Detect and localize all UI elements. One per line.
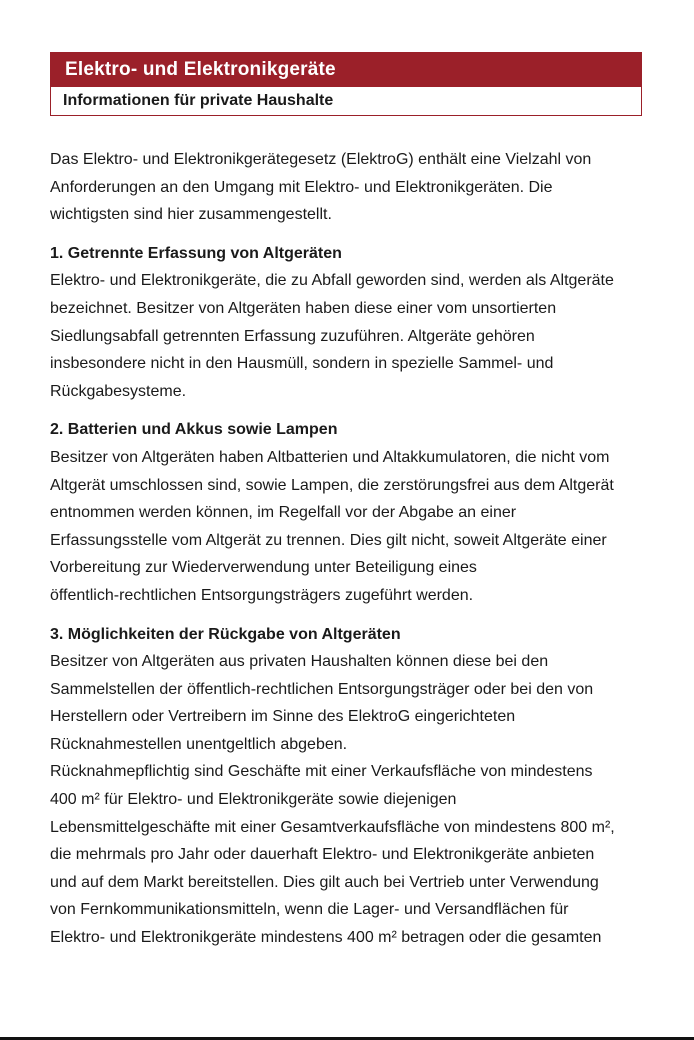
section-heading: 3. Möglichkeiten der Rückgabe von Altgeräten — [50, 625, 401, 643]
text-line: Das Elektro- und Elektronikgerätegesetz (ElektroG) enthält eine Vielzahl von — [50, 151, 592, 168]
section-heading: 2. Batterien und Akkus sowie Lampen — [50, 421, 338, 439]
document-header — [50, 52, 642, 116]
text-line: Erfassungsstelle vom Altgerät zu trennen. Dies gilt nicht, soweit Altgeräte einer — [50, 531, 607, 549]
section-paragraph — [50, 758, 650, 951]
text-line: Elektro- und Elektronikgeräte, die zu Abfall geworden sind, werden als Altgeräte — [50, 272, 614, 290]
section-rueckgabe — [50, 621, 650, 952]
text-line: Siedlungsabfall getrennten Erfassung zuzuführen. Altgeräte gehören — [50, 327, 535, 345]
header-title-bar — [51, 53, 641, 87]
section-getrennte-erfassung — [50, 240, 650, 406]
text-line: und auf dem Markt bereitstellen. Dies gilt auch bei Vertrieb unter Verwendung — [50, 873, 599, 891]
text-line: Altgerät umschlossen sind, sowie Lampen, die zerstörungsfrei aus dem Altgerät — [50, 476, 614, 494]
section-batterien-lampen — [50, 416, 650, 609]
text-line: die mehrmals pro Jahr oder dauerhaft Elektro- und Elektronikgeräte anbieten — [50, 846, 595, 864]
text-line: öffentlich-rechtlichen Entsorgungsträgers zugeführt werden. — [50, 586, 474, 604]
text-line: entnommen werden können, im Regelfall vor der Abgabe an einer — [50, 504, 517, 522]
text-line: Lebensmittelgeschäfte mit einer Gesamtverkaufsfläche von mindestens 800 m², — [50, 818, 615, 836]
text-line: Elektro- und Elektronikgeräte mindestens 400 m² betragen oder die gesamten — [50, 929, 602, 947]
text-line: bezeichnet. Besitzer von Altgeräten haben diese einer vom unsortierten — [50, 299, 557, 317]
text-line: insbesondere nicht in den Hausmüll, sondern in spezielle Sammel- und — [50, 355, 554, 373]
text-line: Besitzer von Altgeräten aus privaten Haushalten können diese bei den — [50, 653, 549, 671]
section-heading: 1. Getrennte Erfassung von Altgeräten — [50, 244, 342, 262]
text-line: 400 m² für Elektro- und Elektronikgeräte sowie diejenigen — [50, 791, 457, 809]
text-line: Rücknahmepflichtig sind Geschäfte mit einer Verkaufsfläche von mindestens — [50, 763, 593, 781]
document-subtitle: Informationen für private Haushalte — [63, 92, 334, 109]
document-title: Elektro- und Elektronikgeräte — [65, 59, 336, 80]
document-body — [50, 146, 650, 963]
section-paragraph — [50, 444, 650, 610]
text-line: Besitzer von Altgeräten haben Altbatterien und Altakkumulatoren, die nicht vom — [50, 448, 610, 466]
text-line: Rückgabesysteme. — [50, 382, 187, 400]
section-paragraph — [50, 648, 650, 758]
intro-paragraph — [50, 146, 650, 229]
section-paragraph — [50, 267, 650, 405]
text-line: Herstellern oder Vertreibern im Sinne des ElektroG eingerichteten — [50, 708, 516, 726]
text-line: Sammelstellen der öffentlich-rechtlichen Entsorgungsträger oder bei den von — [50, 680, 594, 698]
text-line: von Fernkommunikationsmitteln, wenn die Lager- und Versandflächen für — [50, 901, 569, 919]
text-line: Rücknahmestellen unentgeltlich abgeben. — [50, 735, 348, 753]
text-line: Vorbereitung zur Wiederverwendung unter Beteiligung eines — [50, 559, 477, 577]
text-line: Anforderungen an den Umgang mit Elektro- und Elektronikgeräten. Die — [50, 178, 553, 196]
text-line: wichtigsten sind hier zusammengestellt. — [50, 206, 332, 224]
